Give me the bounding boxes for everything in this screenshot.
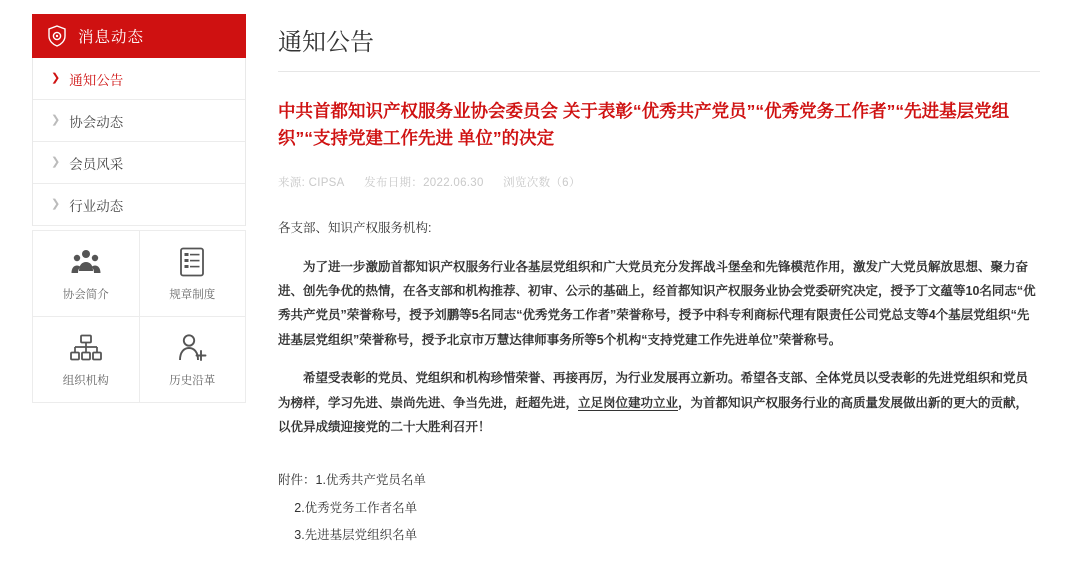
- meta-publish-date: 发布日期：2022.06.30: [364, 177, 484, 190]
- sidebar-item-label: 协会动态: [69, 114, 124, 130]
- document-list-icon: [175, 245, 209, 279]
- sidebar-item-label: 行业动态: [69, 198, 124, 214]
- article-paragraph-2-underlined: 立足岗位建功立业: [578, 395, 679, 410]
- attachment-line: 3.先进基层党组织名单: [294, 528, 418, 543]
- people-group-icon: [69, 245, 103, 279]
- attachment-line: 附件：1.优秀共产党员名单: [278, 473, 426, 488]
- article-paragraph-2-part-a: 希望受表彰的党员、党组织和机构珍惜荣誉、再接再厉，为行业发展再立新功。希望各支部、全体党员以受表彰的先进党组织和党员为榜样，学习先进、崇尚先进、争当先进，赶超先进，: [278, 371, 1029, 410]
- sidebar-item-member-showcase[interactable]: [33, 142, 245, 184]
- page-title: 通知公告: [278, 22, 1040, 72]
- sidebar-item-association-news[interactable]: [33, 100, 245, 142]
- sidebar-inner: [32, 14, 246, 403]
- sidebar-item-label: 通知公告: [69, 72, 124, 88]
- person-plus-icon: [175, 331, 209, 365]
- tile-history[interactable]: [140, 317, 247, 403]
- sidebar-nav: [32, 58, 246, 226]
- article-paragraph-1: 为了进一步激励首都知识产权服务行业各基层党组织和广大党员充分发挥战斗堡垒和先锋模范作用，激发广大党员解放思想、聚力奋进、创先争优的热情，在各支部和机构推荐、初审、公示的基础上，经首都知识产权服务业协会党委研究决定，授予丁文蕴等10名同志“优秀共产党员”荣誉称号，授予刘鹏等5名同志“优秀党务工作者”荣誉称号，授予中科专利商标代理有限责任公司党总支等4个基层党组织“先进基层党组织”荣誉称号，授予北京市万慧达律师事务所等5个机构“支持党建工作先进单位”荣誉称号。: [278, 259, 1036, 347]
- tile-label: 组织机构: [62, 375, 109, 387]
- article-body: [278, 216, 1040, 439]
- article-salutation: 各支部、知识产权服务机构:: [278, 221, 432, 236]
- sidebar-item-industry-news[interactable]: [33, 184, 245, 226]
- sidebar-item-label: 会员风采: [69, 156, 124, 172]
- meta-source: 来源: CIPSA: [278, 177, 345, 190]
- sidebar-item-notice[interactable]: [33, 58, 245, 100]
- main-content: [246, 0, 1080, 587]
- tile-organization[interactable]: [33, 317, 140, 403]
- meta-views: 浏览次数（6）: [503, 177, 581, 190]
- article-title: 中共首都知识产权服务业协会委员会 关于表彰“优秀共产党员”“优秀党务工作者”“先进基层党组织”“支持党建工作先进 单位”的决定: [278, 101, 1010, 149]
- attachment-line: 2.优秀党务工作者名单: [294, 500, 418, 515]
- sidebar-quick-tiles: [32, 230, 246, 403]
- tile-label: 规章制度: [169, 289, 216, 301]
- article-meta: [278, 174, 1040, 190]
- org-chart-icon: [69, 331, 103, 365]
- tile-association-intro[interactable]: [33, 231, 140, 317]
- shield-icon: [46, 24, 68, 48]
- sidebar: [0, 0, 246, 587]
- chevron-right-icon: ❯: [51, 72, 61, 84]
- tile-rules-regulations[interactable]: [140, 231, 247, 317]
- sidebar-header-title: 消息动态: [78, 29, 145, 46]
- chevron-right-icon: ❯: [51, 114, 61, 126]
- chevron-right-icon: ❯: [51, 198, 61, 210]
- tile-label: 历史沿革: [169, 375, 216, 387]
- chevron-right-icon: ❯: [51, 156, 61, 168]
- article-paragraph-2-part-b: ，为首都知识产权服务行业的高质量发展做出新的更大的贡献，以优异成绩迎接党的二十大胜利召开！: [278, 395, 1029, 434]
- tile-label: 协会简介: [62, 289, 109, 301]
- sidebar-header: [32, 14, 246, 58]
- article-attachments: [278, 467, 1040, 550]
- article-paragraph-2: [278, 366, 1040, 439]
